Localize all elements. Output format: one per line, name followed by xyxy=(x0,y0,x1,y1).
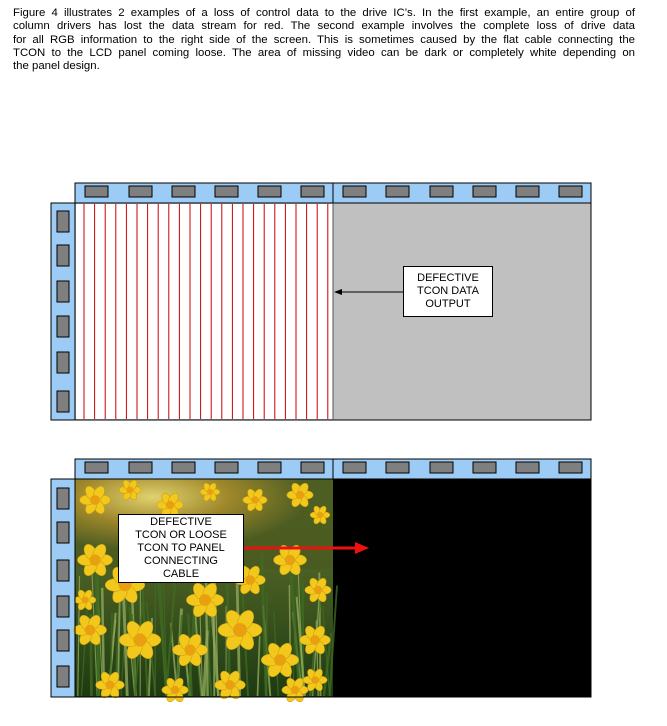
driver-ic-chip xyxy=(258,186,281,197)
gate-ic-chip xyxy=(57,352,69,373)
gate-ic-chip xyxy=(57,281,69,302)
driver-ic-chip xyxy=(343,462,366,473)
driver-ic-chip xyxy=(129,186,152,197)
gate-ic-chip xyxy=(57,391,69,412)
paragraph-line-2: column drivers has lost the data stream for red. The second example involves the complete loss of drive data xyxy=(13,20,635,33)
panel-1-label-line-3: OUTPUT xyxy=(425,298,471,310)
driver-ic-chip xyxy=(559,186,582,197)
panel-1-left-area xyxy=(76,204,333,419)
driver-ic-chip xyxy=(215,462,238,473)
paragraph-line-5: the panel design. xyxy=(13,60,100,73)
driver-ic-chip xyxy=(85,462,108,473)
driver-ic-chip xyxy=(516,186,539,197)
paragraph-line-3: for all RGB information to the right side of the screen. This is sometimes caused by the flat cable connecting the xyxy=(13,33,635,46)
panel-2-label-line-5: CABLE xyxy=(162,568,200,580)
driver-ic-chip xyxy=(301,462,324,473)
driver-ic-chip xyxy=(85,186,108,197)
panel-1-label-line-2: TCON DATA xyxy=(417,285,479,297)
panel-2-label-line-4: CONNECTING xyxy=(144,555,218,567)
panel-2-left-bezel xyxy=(51,479,75,697)
gate-ic-chip xyxy=(57,316,69,337)
gate-ic-chip xyxy=(57,560,69,581)
driver-ic-chip xyxy=(430,186,453,197)
driver-ic-chip xyxy=(258,462,281,473)
panel-2-label-line-1: DEFECTIVE xyxy=(150,516,212,528)
panel-1-label-line-1: DEFECTIVE xyxy=(417,272,479,284)
gate-ic-chip xyxy=(57,596,69,617)
driver-ic-chip xyxy=(172,462,195,473)
panel-2-label-line-3: TCON TO PANEL xyxy=(137,542,225,554)
panel-2-black-area xyxy=(333,479,591,697)
gate-ic-chip xyxy=(57,630,69,651)
panel-1 xyxy=(51,183,591,420)
driver-ic-chip xyxy=(430,462,453,473)
paragraph-line-1: Figure 4 illustrates 2 examples of a loss of control data to the drive IC’s. In the first example, an entire group of xyxy=(13,7,635,19)
panel-1-left-bezel xyxy=(51,203,75,420)
daffodil-photo xyxy=(74,479,338,704)
driver-ic-chip xyxy=(172,186,195,197)
gate-ic-chip xyxy=(57,245,69,266)
driver-ic-chip xyxy=(516,462,539,473)
driver-ic-chip xyxy=(473,186,496,197)
driver-ic-chip xyxy=(386,186,409,197)
gate-ic-chip xyxy=(57,522,69,543)
panel-2-label xyxy=(118,514,244,583)
driver-ic-chip xyxy=(301,186,324,197)
driver-ic-chip xyxy=(473,462,496,473)
gate-ic-chip xyxy=(57,666,69,687)
driver-ic-chip xyxy=(386,462,409,473)
panel-1-label xyxy=(403,266,493,317)
gate-ic-chip xyxy=(57,488,69,509)
driver-ic-chip xyxy=(215,186,238,197)
driver-ic-chip xyxy=(559,462,582,473)
panel-2-label-line-2: TCON OR LOOSE xyxy=(135,529,227,541)
gate-ic-chip xyxy=(57,211,69,232)
paragraph-line-4: TCON to the LCD panel coming loose. The area of missing video can be dark or completely white depending on xyxy=(13,46,635,59)
driver-ic-chip xyxy=(129,462,152,473)
driver-ic-chip xyxy=(343,186,366,197)
